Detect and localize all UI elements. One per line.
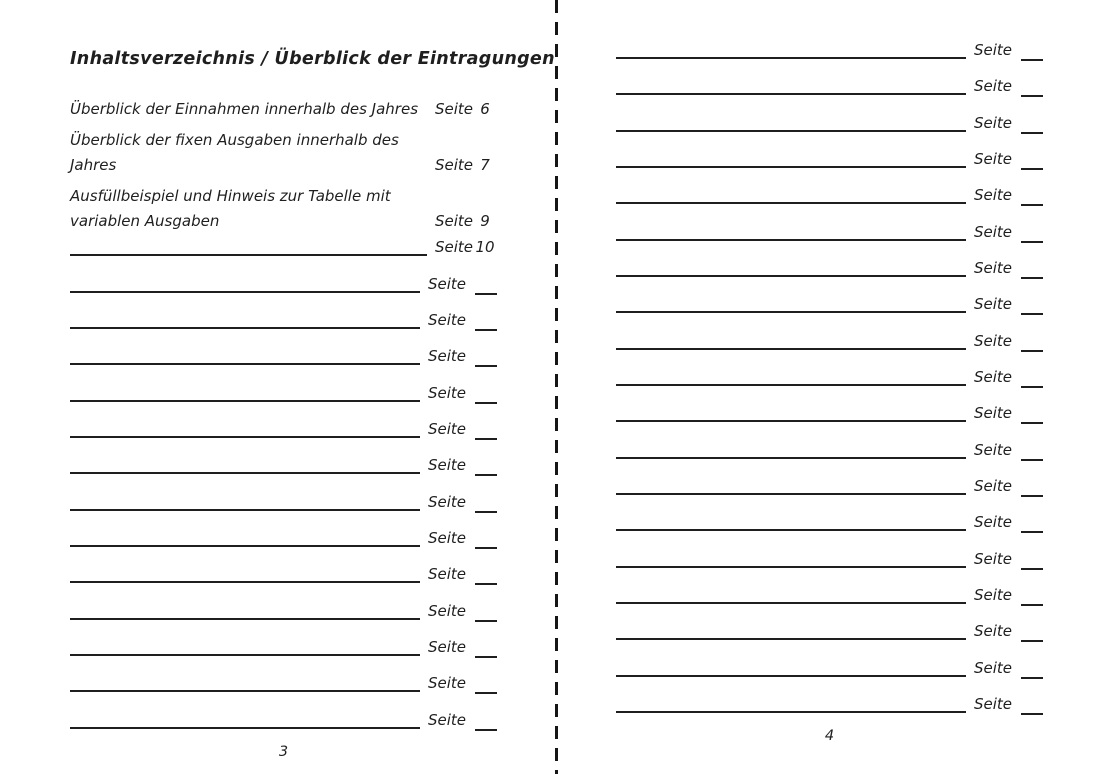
toc-entry <box>70 97 497 122</box>
page-ref <box>428 671 497 696</box>
page-ref <box>974 583 1043 608</box>
page-number-blank-slot <box>1021 168 1043 170</box>
toc-blank-row <box>616 245 1043 281</box>
page-ref <box>428 708 497 733</box>
entry-blank-line <box>616 311 966 313</box>
toc-blank-row <box>616 208 1043 244</box>
toc-blank-row <box>616 426 1043 462</box>
seite-label: Seite <box>434 100 473 118</box>
page-number-blank-slot <box>1021 313 1043 315</box>
toc-blank-rows <box>70 260 497 732</box>
toc-blank-row <box>616 136 1043 172</box>
entry-blank-line <box>616 348 966 350</box>
entry-blank-line <box>70 654 420 656</box>
entry-blank-line <box>70 327 420 329</box>
entry-blank-line <box>616 384 966 386</box>
entry-blank-line <box>70 254 427 256</box>
page-ref <box>974 619 1043 644</box>
toc-entry-label: Überblick der fixen Ausgaben innerhalb des Jahres <box>70 131 399 174</box>
seite-label: Seite <box>973 476 1012 495</box>
toc-ruled-rows-right <box>616 0 1043 717</box>
seite-label: Seite <box>973 622 1012 641</box>
toc-blank-row <box>616 281 1043 317</box>
page-ref-number: 10 <box>475 238 495 257</box>
toc-blank-row <box>70 696 497 732</box>
page-number-blank-slot <box>1021 277 1043 279</box>
page-ref <box>974 692 1043 717</box>
entry-blank-line <box>70 618 420 620</box>
page-ref <box>974 256 1043 281</box>
seite-label: Seite <box>973 258 1012 277</box>
page-ref <box>428 417 497 442</box>
seite-label: Seite <box>427 383 466 402</box>
entry-blank-line <box>70 690 420 692</box>
page-ref <box>428 272 497 297</box>
toc-blank-row <box>70 406 497 442</box>
page-number-blank-slot <box>475 438 497 440</box>
entry-blank-line <box>616 202 966 204</box>
page-number-blank-slot <box>475 293 497 295</box>
seite-label: Seite <box>973 549 1012 568</box>
seite-label: Seite <box>973 77 1012 96</box>
page-number-blank-slot <box>475 474 497 476</box>
toc-entries <box>70 97 497 234</box>
seite-label: Seite <box>434 156 473 174</box>
seite-label: Seite <box>973 295 1012 314</box>
seite-label: Seite <box>427 710 466 729</box>
entry-blank-line <box>616 529 966 531</box>
entry-blank-line <box>616 130 966 132</box>
entry-blank-line <box>616 239 966 241</box>
toc-blank-row <box>616 499 1043 535</box>
toc-ruled-rows-left <box>70 224 497 733</box>
toc-blank-row <box>616 572 1043 608</box>
page-number-blank-slot <box>1021 604 1043 606</box>
toc-blank-row <box>616 99 1043 135</box>
page-ref <box>428 599 497 624</box>
seite-label: Seite <box>973 40 1012 59</box>
toc-blank-row <box>616 27 1043 63</box>
entry-blank-line <box>70 291 420 293</box>
page-ref <box>974 220 1043 245</box>
toc-blank-row <box>616 644 1043 680</box>
seite-label: Seite <box>973 513 1012 532</box>
page-ref <box>974 74 1043 99</box>
seite-label: Seite <box>427 274 466 293</box>
seite-label: Seite <box>973 440 1012 459</box>
toc-blank-row <box>616 463 1043 499</box>
toc-blank-row <box>70 551 497 587</box>
page-ref-number: 6 <box>480 100 490 118</box>
page-ref <box>974 111 1043 136</box>
page-number-blank-slot <box>475 511 497 513</box>
page-number-blank-slot <box>475 729 497 731</box>
toc-blank-row <box>70 515 497 551</box>
entry-blank-line <box>70 472 420 474</box>
page-ref <box>435 97 497 122</box>
seite-label: Seite <box>973 149 1012 168</box>
toc-blank-row <box>70 333 497 369</box>
page-right <box>557 0 1108 774</box>
toc-blank-row <box>616 63 1043 99</box>
page-number-blank-slot <box>475 365 497 367</box>
toc-blank-row <box>70 297 497 333</box>
toc-blank-row <box>616 608 1043 644</box>
seite-label: Seite <box>427 638 466 657</box>
page-number-blank-slot <box>1021 132 1043 134</box>
toc-blank-row <box>70 478 497 514</box>
page-number-blank-slot <box>475 656 497 658</box>
entry-blank-line <box>616 93 966 95</box>
seite-label: Seite <box>427 420 466 439</box>
page-ref <box>428 490 497 515</box>
entry-blank-line <box>70 727 420 729</box>
toc-blank-row <box>616 354 1043 390</box>
page-ref <box>974 401 1043 426</box>
page-ref <box>974 183 1043 208</box>
toc-blank-row <box>70 369 497 405</box>
page-ref <box>435 235 497 260</box>
entry-blank-line <box>616 602 966 604</box>
page-ref-number: 7 <box>480 156 490 174</box>
seite-label: Seite <box>973 695 1012 714</box>
page-ref <box>428 453 497 478</box>
seite-label: Seite <box>427 565 466 584</box>
page-ref <box>974 147 1043 172</box>
page-number-blank-slot <box>1021 386 1043 388</box>
toc-entry <box>70 128 497 178</box>
seite-label: Seite <box>973 331 1012 350</box>
seite-label: Seite <box>973 222 1012 241</box>
toc-blank-row <box>616 390 1043 426</box>
page-number-blank-slot <box>475 402 497 404</box>
entry-blank-line <box>616 493 966 495</box>
toc-blank-row <box>70 442 497 478</box>
entry-blank-line <box>616 57 966 59</box>
page-ref <box>974 510 1043 535</box>
toc-blank-row <box>616 317 1043 353</box>
seite-label: Seite <box>427 347 466 366</box>
seite-label: Seite <box>973 186 1012 205</box>
seite-label: Seite <box>427 311 466 330</box>
page-number-blank-slot <box>1021 640 1043 642</box>
page-ref <box>428 526 497 551</box>
toc-blank-row <box>70 660 497 696</box>
page-number-blank-slot <box>1021 677 1043 679</box>
toc-blank-row <box>70 624 497 660</box>
page-ref <box>428 562 497 587</box>
page-number-blank-slot <box>1021 568 1043 570</box>
toc-entry-label: Ausfüllbeispiel und Hinweis zur Tabelle mit variablen Ausgaben <box>70 187 391 230</box>
entry-blank-line <box>616 675 966 677</box>
page-number-blank-slot <box>1021 422 1043 424</box>
page-number-blank-slot <box>1021 241 1043 243</box>
page-number-blank-slot <box>475 692 497 694</box>
page-ref <box>435 209 497 234</box>
entry-blank-line <box>616 166 966 168</box>
page-number-blank-slot <box>1021 59 1043 61</box>
toc-blank-row <box>70 587 497 623</box>
page-ref <box>428 635 497 660</box>
page-number-blank-slot <box>475 620 497 622</box>
page-ref <box>974 656 1043 681</box>
page-ref <box>974 365 1043 390</box>
page-number-blank-slot <box>1021 459 1043 461</box>
page-ref <box>428 344 497 369</box>
page-ref <box>974 474 1043 499</box>
entry-blank-line <box>70 363 420 365</box>
toc-blank-row <box>616 681 1043 717</box>
page-ref <box>428 308 497 333</box>
entry-blank-line <box>616 420 966 422</box>
toc-blank-row <box>70 260 497 296</box>
folio-number-left: 3 <box>278 743 289 760</box>
seite-label: Seite <box>973 404 1012 423</box>
page-ref <box>974 38 1043 63</box>
page-number-blank-slot <box>1021 531 1043 533</box>
seite-label: Seite <box>427 601 466 620</box>
page-ref <box>428 381 497 406</box>
seite-label: Seite <box>973 113 1012 132</box>
page-number-blank-slot <box>475 329 497 331</box>
seite-label: Seite <box>434 238 473 257</box>
toc-entry-label: Überblick der Einnahmen innerhalb des Jahres <box>70 100 419 118</box>
entry-blank-line <box>616 275 966 277</box>
page-number-blank-slot <box>475 583 497 585</box>
entry-blank-line <box>616 638 966 640</box>
page-ref <box>974 292 1043 317</box>
page-title: Inhaltsverzeichnis / Überblick der Eintragungen <box>70 49 555 69</box>
seite-label: Seite <box>973 586 1012 604</box>
entry-blank-line <box>70 545 420 547</box>
seite-label: Seite <box>427 456 466 475</box>
entry-blank-line <box>616 566 966 568</box>
page-number-blank-slot <box>475 547 497 549</box>
page-ref <box>974 438 1043 463</box>
page-number-blank-slot <box>1021 350 1043 352</box>
page-ref <box>974 329 1043 354</box>
seite-label: Seite <box>973 658 1012 677</box>
seite-label: Seite <box>973 367 1012 386</box>
entry-blank-line <box>616 457 966 459</box>
page-number-blank-slot <box>1021 95 1043 97</box>
toc-blank-row <box>616 535 1043 571</box>
page-number-blank-slot <box>1021 495 1043 497</box>
entry-blank-line <box>70 400 420 402</box>
seite-label: Seite <box>427 529 466 548</box>
entry-blank-line <box>70 436 420 438</box>
page-ref <box>435 153 497 178</box>
folio-number-right: 4 <box>824 728 835 745</box>
page-number-blank-slot <box>1021 713 1043 715</box>
toc-blank-row <box>616 172 1043 208</box>
entry-blank-line <box>70 509 420 511</box>
seite-label: Seite <box>427 674 466 693</box>
seite-label: Seite <box>427 492 466 511</box>
seite-label: Seite <box>434 212 473 230</box>
entry-blank-line <box>616 711 966 713</box>
page-number-blank-slot <box>1021 204 1043 206</box>
page-ref <box>974 547 1043 572</box>
entry-blank-line <box>70 581 420 583</box>
page-ref-number: 9 <box>480 212 490 230</box>
